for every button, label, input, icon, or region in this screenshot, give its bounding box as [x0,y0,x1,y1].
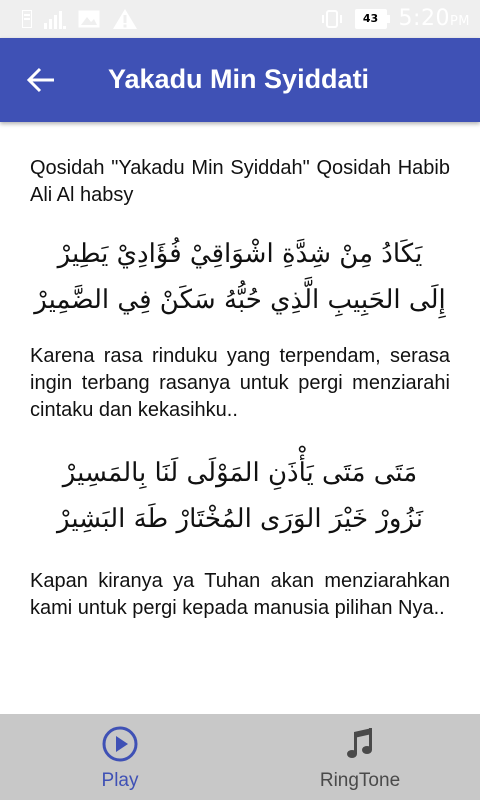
bottom-navigation [0,714,480,800]
page-title: Yakadu Min Syiddati [108,64,370,94]
battery-icon: 43 [355,9,387,29]
lyrics-content[interactable] [30,122,450,714]
arabic-verse-2-line-1: مَتَى مَتَى يَأْذَنِ المَوْلَى لَنَا بِالمَسِيرْ [62,458,418,488]
back-button[interactable] [22,62,62,98]
ringtone-tab[interactable] [240,714,480,800]
status-time [399,6,470,31]
image-icon [78,10,100,28]
arrow-back-icon [22,62,62,98]
status-right-icons [321,6,470,31]
play-tab[interactable] [0,714,240,800]
status-left-icons [22,8,138,30]
translation-2: Kapan kiranya ya Tuhan akan menziarahkan kami untuk pergi kepada manusia pilihan Nya.. [30,570,450,619]
intro-text: Qosidah "Yakadu Min Syiddah" Qosidah Habib Ali Al habsy [30,157,450,206]
warning-icon [112,8,138,30]
status-bar [0,0,480,38]
translation-1: Karena rasa rinduku yang terpendam, serasa ingin terbang rasanya untuk pergi menziarahi cintaku dan kekasihku.. [30,345,450,421]
notification-icon [22,10,32,28]
arabic-verse-1-line-2: إِلَى الحَبِيبِ الَّذِي حُبُّهُ سَكَنْ فِي الضَّمِيرْ [34,285,446,315]
signal-icon [44,9,66,29]
arabic-verse-2-line-2: نَزُورْ خَيْرَ الوَرَى المُخْتَارْ طَهَ البَشِيرْ [56,504,424,534]
music-note-icon [340,724,380,764]
ringtone-label: RingTone [319,770,401,791]
clock-time: 5:20 [398,6,450,31]
play-circle-icon [100,724,140,764]
vibrate-icon [321,9,343,29]
play-label: Play [101,770,139,791]
clock-ampm: PM [449,14,470,29]
app-bar [0,38,480,122]
arabic-verse-1-line-1: يَكَادُ مِنْ شِدَّةِ اشْوَاقِيْ فُؤَادِيْ يَطِيرْ [57,239,423,269]
